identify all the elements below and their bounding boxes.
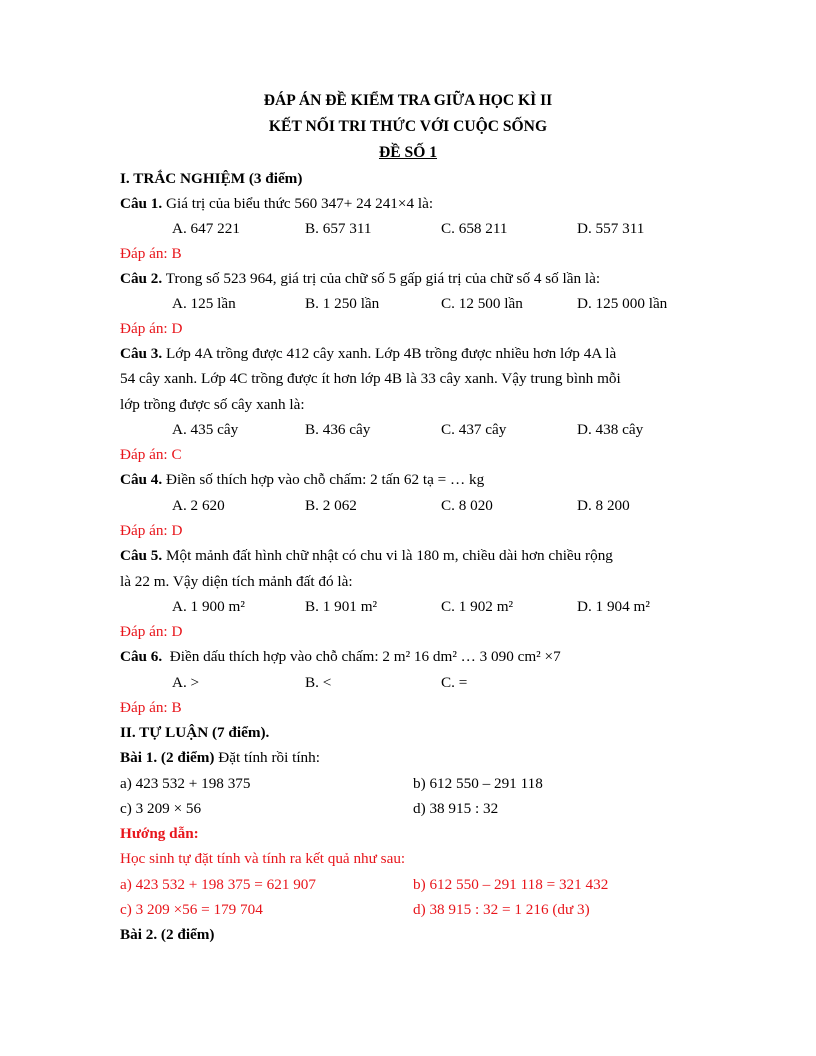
q2-option-a: A. 125 lần xyxy=(172,295,236,312)
q6-option-c: C. = xyxy=(441,674,468,691)
q1-option-d: D. 557 311 xyxy=(577,220,645,237)
result-b: b) 612 550 – 291 118 = 321 432 xyxy=(413,876,609,893)
question-1: Câu 1. Giá trị của biểu thức 560 347+ 24 241×4 là: xyxy=(120,195,434,212)
q4-answer: Đáp án: D xyxy=(120,522,183,539)
part1-heading: I. TRẮC NGHIỆM (3 điểm) xyxy=(120,170,303,187)
question-5-line-2: là 22 m. Vậy diện tích mảnh đất đó là: xyxy=(120,573,353,590)
q5-option-c: C. 1 902 m² xyxy=(441,598,514,615)
q6-answer: Đáp án: B xyxy=(120,699,182,716)
q4-option-a: A. 2 620 xyxy=(172,497,225,514)
task-d: d) 38 915 : 32 xyxy=(413,800,499,817)
q3-option-c: C. 437 cây xyxy=(441,421,507,438)
result-a: a) 423 532 + 198 375 = 621 907 xyxy=(120,876,316,893)
q2-answer: Đáp án: D xyxy=(120,320,183,337)
task-a: a) 423 532 + 198 375 xyxy=(120,775,251,792)
bai1-prompt: Bài 1. (2 điểm) Đặt tính rồi tính: xyxy=(120,749,320,766)
q4-option-c: C. 8 020 xyxy=(441,497,493,514)
task-b: b) 612 550 – 291 118 xyxy=(413,775,543,792)
guide-text: Học sinh tự đặt tính và tính ra kết quả như sau: xyxy=(120,850,406,867)
q1-option-b: B. 657 311 xyxy=(305,220,372,237)
bai2-heading: Bài 2. (2 điểm) xyxy=(120,926,215,943)
q2-option-b: B. 1 250 lần xyxy=(305,295,380,312)
guide-heading: Hướng dẫn: xyxy=(120,825,199,842)
q1-answer: Đáp án: B xyxy=(120,245,182,262)
question-3-line-3: lớp trồng được số cây xanh là: xyxy=(120,396,305,413)
q6-option-b: B. < xyxy=(305,674,332,691)
question-6: Câu 6. Điền dấu thích hợp vào chỗ chấm: 2 m² 16 dm² … 3 090 cm² ×7 xyxy=(120,648,561,665)
q3-answer: Đáp án: C xyxy=(120,446,182,463)
title-line-1: ĐÁP ÁN ĐỀ KIỂM TRA GIỮA HỌC KÌ II xyxy=(263,92,553,109)
result-c: c) 3 209 ×56 = 179 704 xyxy=(120,901,263,918)
q5-option-d: D. 1 904 m² xyxy=(577,598,650,615)
q3-option-a: A. 435 cây xyxy=(172,421,239,438)
q1-option-c: C. 658 211 xyxy=(441,220,508,237)
q5-answer: Đáp án: D xyxy=(120,623,183,640)
q1-option-a: A. 647 221 xyxy=(172,220,240,237)
question-3: Câu 3. Lớp 4A trồng được 412 cây xanh. Lớp 4B trồng được nhiều hơn lớp 4A là xyxy=(120,345,617,362)
question-5: Câu 5. Một mảnh đất hình chữ nhật có chu vi là 180 m, chiều dài hơn chiều rộng xyxy=(120,547,613,564)
title-line-3: ĐỀ SỐ 1 xyxy=(378,144,438,161)
result-d: d) 38 915 : 32 = 1 216 (dư 3) xyxy=(413,901,590,918)
part2-heading: II. TỰ LUẬN (7 điểm). xyxy=(120,724,270,741)
q6-option-a: A. > xyxy=(172,674,200,691)
q4-option-d: D. 8 200 xyxy=(577,497,630,514)
question-4: Câu 4. Điền số thích hợp vào chỗ chấm: 2 tấn 62 tạ = … kg xyxy=(120,471,485,488)
q3-option-d: D. 438 cây xyxy=(577,421,644,438)
q5-option-a: A. 1 900 m² xyxy=(172,598,245,615)
q3-option-b: B. 436 cây xyxy=(305,421,371,438)
task-c: c) 3 209 × 56 xyxy=(120,800,202,817)
title-line-2: KẾT NỐI TRI THỨC VỚI CUỘC SỐNG xyxy=(268,118,548,135)
q5-option-b: B. 1 901 m² xyxy=(305,598,378,615)
q2-option-c: C. 12 500 lần xyxy=(441,295,523,312)
question-3-line-2: 54 cây xanh. Lớp 4C trồng được ít hơn lớp 4B là 33 cây xanh. Vậy trung bình mỗi xyxy=(120,370,621,387)
question-2: Câu 2. Trong số 523 964, giá trị của chữ số 5 gấp giá trị của chữ số 4 số lần là: xyxy=(120,270,601,287)
q2-option-d: D. 125 000 lần xyxy=(577,295,668,312)
q4-option-b: B. 2 062 xyxy=(305,497,357,514)
